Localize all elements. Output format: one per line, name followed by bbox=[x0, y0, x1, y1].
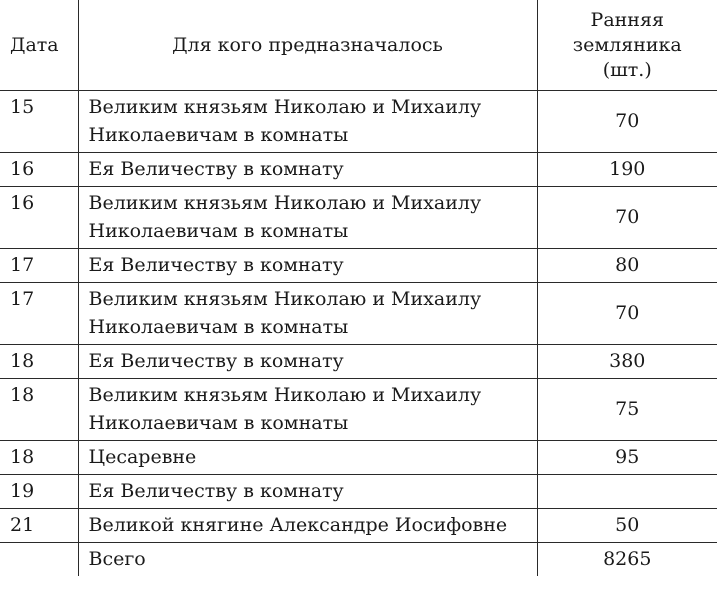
header-row bbox=[0, 0, 717, 91]
table-row bbox=[0, 283, 717, 345]
cell-for-whom-line-2: Николаевичам в комнаты bbox=[88, 316, 349, 338]
header-quantity-line-2: земляника bbox=[572, 33, 682, 56]
cell-for-whom-line-2: Николаевичам в комнаты bbox=[88, 412, 349, 434]
cell-for-whom-line-1: Великим князьям Николаю и Михаилу bbox=[88, 288, 482, 310]
total-label: Всего bbox=[78, 543, 537, 577]
header-quantity-line-3: (шт.) bbox=[602, 58, 652, 81]
cell-for-whom-line-1: Великим князьям Николаю и Михаилу bbox=[88, 192, 482, 214]
table-row bbox=[0, 441, 717, 475]
cell-for-whom-line-1: Ея Величеству в комнату bbox=[88, 480, 344, 502]
header-date: Дата bbox=[0, 0, 78, 91]
table-row bbox=[0, 153, 717, 187]
cell-date: 18 bbox=[0, 441, 78, 475]
cell-date: 18 bbox=[0, 379, 78, 441]
cell-for-whom-line-1: Ея Величеству в комнату bbox=[88, 158, 344, 180]
cell-quantity: 70 bbox=[537, 91, 717, 153]
cell-date: 17 bbox=[0, 283, 78, 345]
table-row bbox=[0, 187, 717, 249]
total-date-cell bbox=[0, 543, 78, 577]
cell-quantity: 80 bbox=[537, 249, 717, 283]
cell-quantity: 70 bbox=[537, 283, 717, 345]
header-quantity bbox=[537, 0, 717, 91]
cell-for-whom-line-1: Ея Величеству в комнату bbox=[88, 254, 344, 276]
table-row bbox=[0, 379, 717, 441]
cell-for-whom bbox=[78, 283, 537, 345]
cell-date: 15 bbox=[0, 91, 78, 153]
cell-for-whom bbox=[78, 249, 537, 283]
cell-date: 18 bbox=[0, 345, 78, 379]
cell-quantity: 70 bbox=[537, 187, 717, 249]
table-row bbox=[0, 475, 717, 509]
cell-for-whom bbox=[78, 509, 537, 543]
cell-date: 19 bbox=[0, 475, 78, 509]
cell-quantity bbox=[537, 475, 717, 509]
cell-date: 17 bbox=[0, 249, 78, 283]
cell-for-whom-line-1: Великим князьям Николаю и Михаилу bbox=[88, 384, 482, 406]
cell-quantity: 190 bbox=[537, 153, 717, 187]
header-quantity-line-1: Ранняя bbox=[590, 8, 664, 31]
cell-for-whom bbox=[78, 91, 537, 153]
cell-for-whom bbox=[78, 345, 537, 379]
total-row bbox=[0, 543, 717, 577]
cell-date: 21 bbox=[0, 509, 78, 543]
cell-for-whom bbox=[78, 187, 537, 249]
cell-for-whom bbox=[78, 153, 537, 187]
total-quantity: 8265 bbox=[537, 543, 717, 577]
table-row bbox=[0, 345, 717, 379]
cell-quantity: 75 bbox=[537, 379, 717, 441]
table-row bbox=[0, 509, 717, 543]
cell-for-whom-line-1: Ея Величеству в комнату bbox=[88, 350, 344, 372]
table-row bbox=[0, 249, 717, 283]
cell-for-whom bbox=[78, 441, 537, 475]
cell-quantity: 50 bbox=[537, 509, 717, 543]
cell-date: 16 bbox=[0, 187, 78, 249]
header-for-whom: Для кого предназначалось bbox=[78, 0, 537, 91]
cell-for-whom-line-1: Цесаревне bbox=[88, 446, 197, 468]
cell-for-whom-line-1: Великим князьям Николаю и Михаилу bbox=[88, 96, 482, 118]
cell-for-whom bbox=[78, 475, 537, 509]
cell-for-whom-line-2: Николаевичам в комнаты bbox=[88, 220, 349, 242]
table-row bbox=[0, 91, 717, 153]
cell-for-whom bbox=[78, 379, 537, 441]
cell-quantity: 380 bbox=[537, 345, 717, 379]
cell-for-whom-line-1: Великой княгине Александре Иосифовне bbox=[88, 514, 508, 536]
cell-date: 16 bbox=[0, 153, 78, 187]
cell-quantity: 95 bbox=[537, 441, 717, 475]
cell-for-whom-line-2: Николаевичам в комнаты bbox=[88, 124, 349, 146]
